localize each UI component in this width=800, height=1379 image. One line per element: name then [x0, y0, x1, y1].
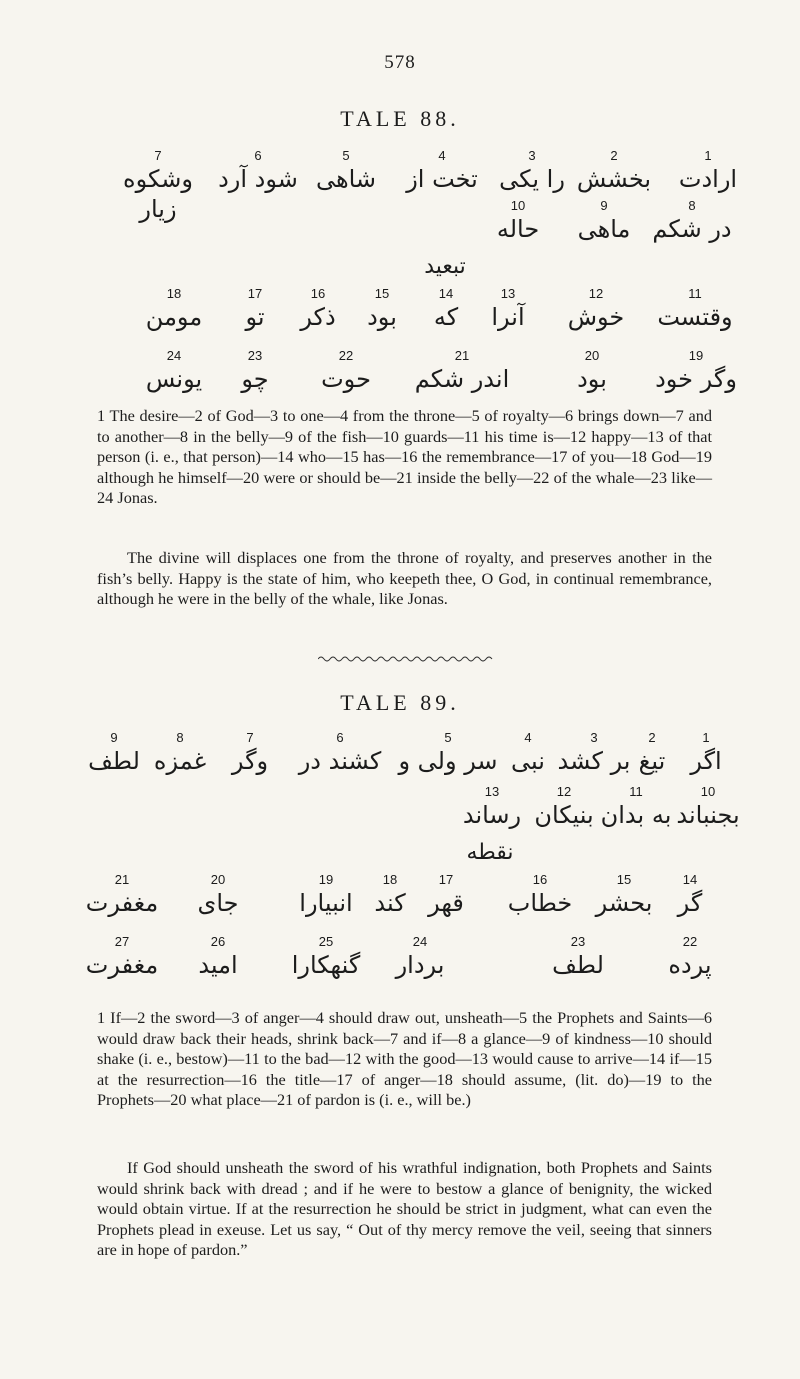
word-cell: 17 تو	[245, 286, 265, 331]
verse-line	[0, 286, 800, 350]
word-cell: 18 مومن	[145, 286, 203, 331]
word-cell: 6 شود آرد	[218, 148, 298, 193]
word-cell: 3 را یکی	[499, 148, 565, 193]
word-cell: 19 انبیارا	[299, 872, 353, 917]
word-cell: 26 امید	[198, 934, 238, 979]
word-cell: 14 که	[433, 286, 459, 331]
word-cell: 2 تیغ	[638, 730, 666, 775]
word-cell: 15 بود	[367, 286, 397, 331]
word-cell: 22 حوت	[321, 348, 371, 393]
word-cell: 4 تخت از	[406, 148, 478, 193]
word-cell: 5 شاهی	[315, 148, 377, 193]
marginal-note: نقطه	[466, 840, 514, 865]
word-cell: 13 آنرا	[491, 286, 525, 331]
word-cell: 27 مغفرت	[85, 934, 159, 979]
section-divider	[318, 655, 493, 663]
word-cell: 23 لطف	[552, 934, 604, 979]
word-cell: 13 رساند	[462, 784, 522, 829]
word-cell: 20 جای	[197, 872, 239, 917]
word-cell: 11 وقتست	[657, 286, 733, 331]
word-cell: 18 کند	[374, 872, 406, 917]
word-cell: 1 اگر	[690, 730, 722, 775]
word-cell: 8 در شکم	[652, 198, 732, 243]
page-number: 578	[384, 52, 416, 73]
verse-line	[0, 934, 800, 998]
tale-89-glossary: 1 If—2 the sword—3 of anger—4 should draw out, unsheath—5 the Prophets and Saints—6 would draw back their heads, shrink back—7 and if—8 a glance—9 of kindness—10 should shake (i. e., bestow)—11 to the bad—12 with the good—13 would cause to arrive—14 if—15 at the resurrection—16 the title—17 of anger—18 should assume, (lit. do)—19 to the Prophets—20 what place—21 of pardon is (i. e., will be.)	[97, 1008, 712, 1109]
word-cell: 4 نبی	[511, 730, 545, 775]
word-cell: 23 چو	[241, 348, 269, 393]
word-cell: 6 کشند در	[298, 730, 382, 775]
tale-89-translation: If God should unsheath the sword of his wrathful indignation, both Prophets and Saints would shrink back with dread ; and if he were to bestow a glance of benignity, the wicked would obtain virtue. If at the resurrection he should be strict in judgment, what can even the Prophets plead in exeuse. Let us say, “ Out of thy mercy remove the veil, seeing that sinners are in hope of pardon.”	[97, 1158, 712, 1259]
word-cell: 10 بجنباند	[676, 784, 740, 829]
word-cell: 10 حاله	[496, 198, 540, 243]
word-cell: 12 بنیکان	[534, 784, 594, 829]
verse-line	[0, 872, 800, 936]
tale-89-title: TALE 89.	[340, 690, 460, 715]
verse-line	[0, 198, 800, 262]
word-cell: 2 بخشش	[576, 148, 652, 193]
tale-88-translation: The divine will displaces one from the throne of royalty, and preserves another in the fish’s belly. Happy is the state of him, who keepeth thee, O God, in continual remembrance, although he were in the belly of the whale, like Jonas.	[97, 548, 712, 608]
word-cell: 16 خطاب	[507, 872, 573, 917]
word-cell: 25 گنهکارا	[291, 934, 361, 979]
word-cell: 1 ارادت	[678, 148, 738, 193]
word-cell: 16 ذکر	[300, 286, 336, 331]
word-cell: 21 مغفرت	[85, 872, 159, 917]
word-cell: 3 بر کشد	[557, 730, 631, 775]
word-cell: 20 بود	[577, 348, 607, 393]
word-cell: 21 اندر شکم	[414, 348, 510, 393]
word-cell: 24 بردار	[395, 934, 445, 979]
tale-89-persian-verse	[0, 730, 800, 998]
word-cell: 22 پرده	[668, 934, 712, 979]
tale-88-glossary: 1 The desire—2 of God—3 to one—4 from the throne—5 of royalty—6 brings down—7 and to another—8 in the belly—9 of the fish—10 guards—11 his time is—12 happy—13 of that person (i. e., that person)—14 who—15 has—16 the remembrance—17 of you—18 God—19 although he himself—20 were or should be—21 inside the belly—22 of the whale—23 like—24 Jonas.	[97, 406, 712, 507]
word-cell: 15 بحشر	[595, 872, 653, 917]
word-cell: 24 یونس	[145, 348, 203, 393]
word-cell: 9 لطف	[88, 730, 140, 775]
verse-line	[0, 348, 800, 412]
word-cell: 7 وشکوه زیار	[123, 148, 193, 223]
word-cell: 19 وگر خود	[655, 348, 737, 393]
word-cell: 14 گر	[677, 872, 703, 917]
word-cell: 11 به بدان	[600, 784, 672, 829]
word-cell: 7 وگر	[231, 730, 269, 775]
verse-line	[0, 784, 800, 848]
word-cell: 8 غمزه	[153, 730, 207, 775]
tale-88-persian-verse	[0, 148, 800, 412]
word-cell: 17 قهر	[428, 872, 464, 917]
marginal-note: تبعید	[424, 254, 466, 279]
word-cell: 5 سر ولی و	[398, 730, 498, 775]
word-cell: 12 خوش	[567, 286, 625, 331]
tale-88-title: TALE 88.	[340, 106, 460, 131]
word-cell: 9 ماهی	[577, 198, 631, 243]
